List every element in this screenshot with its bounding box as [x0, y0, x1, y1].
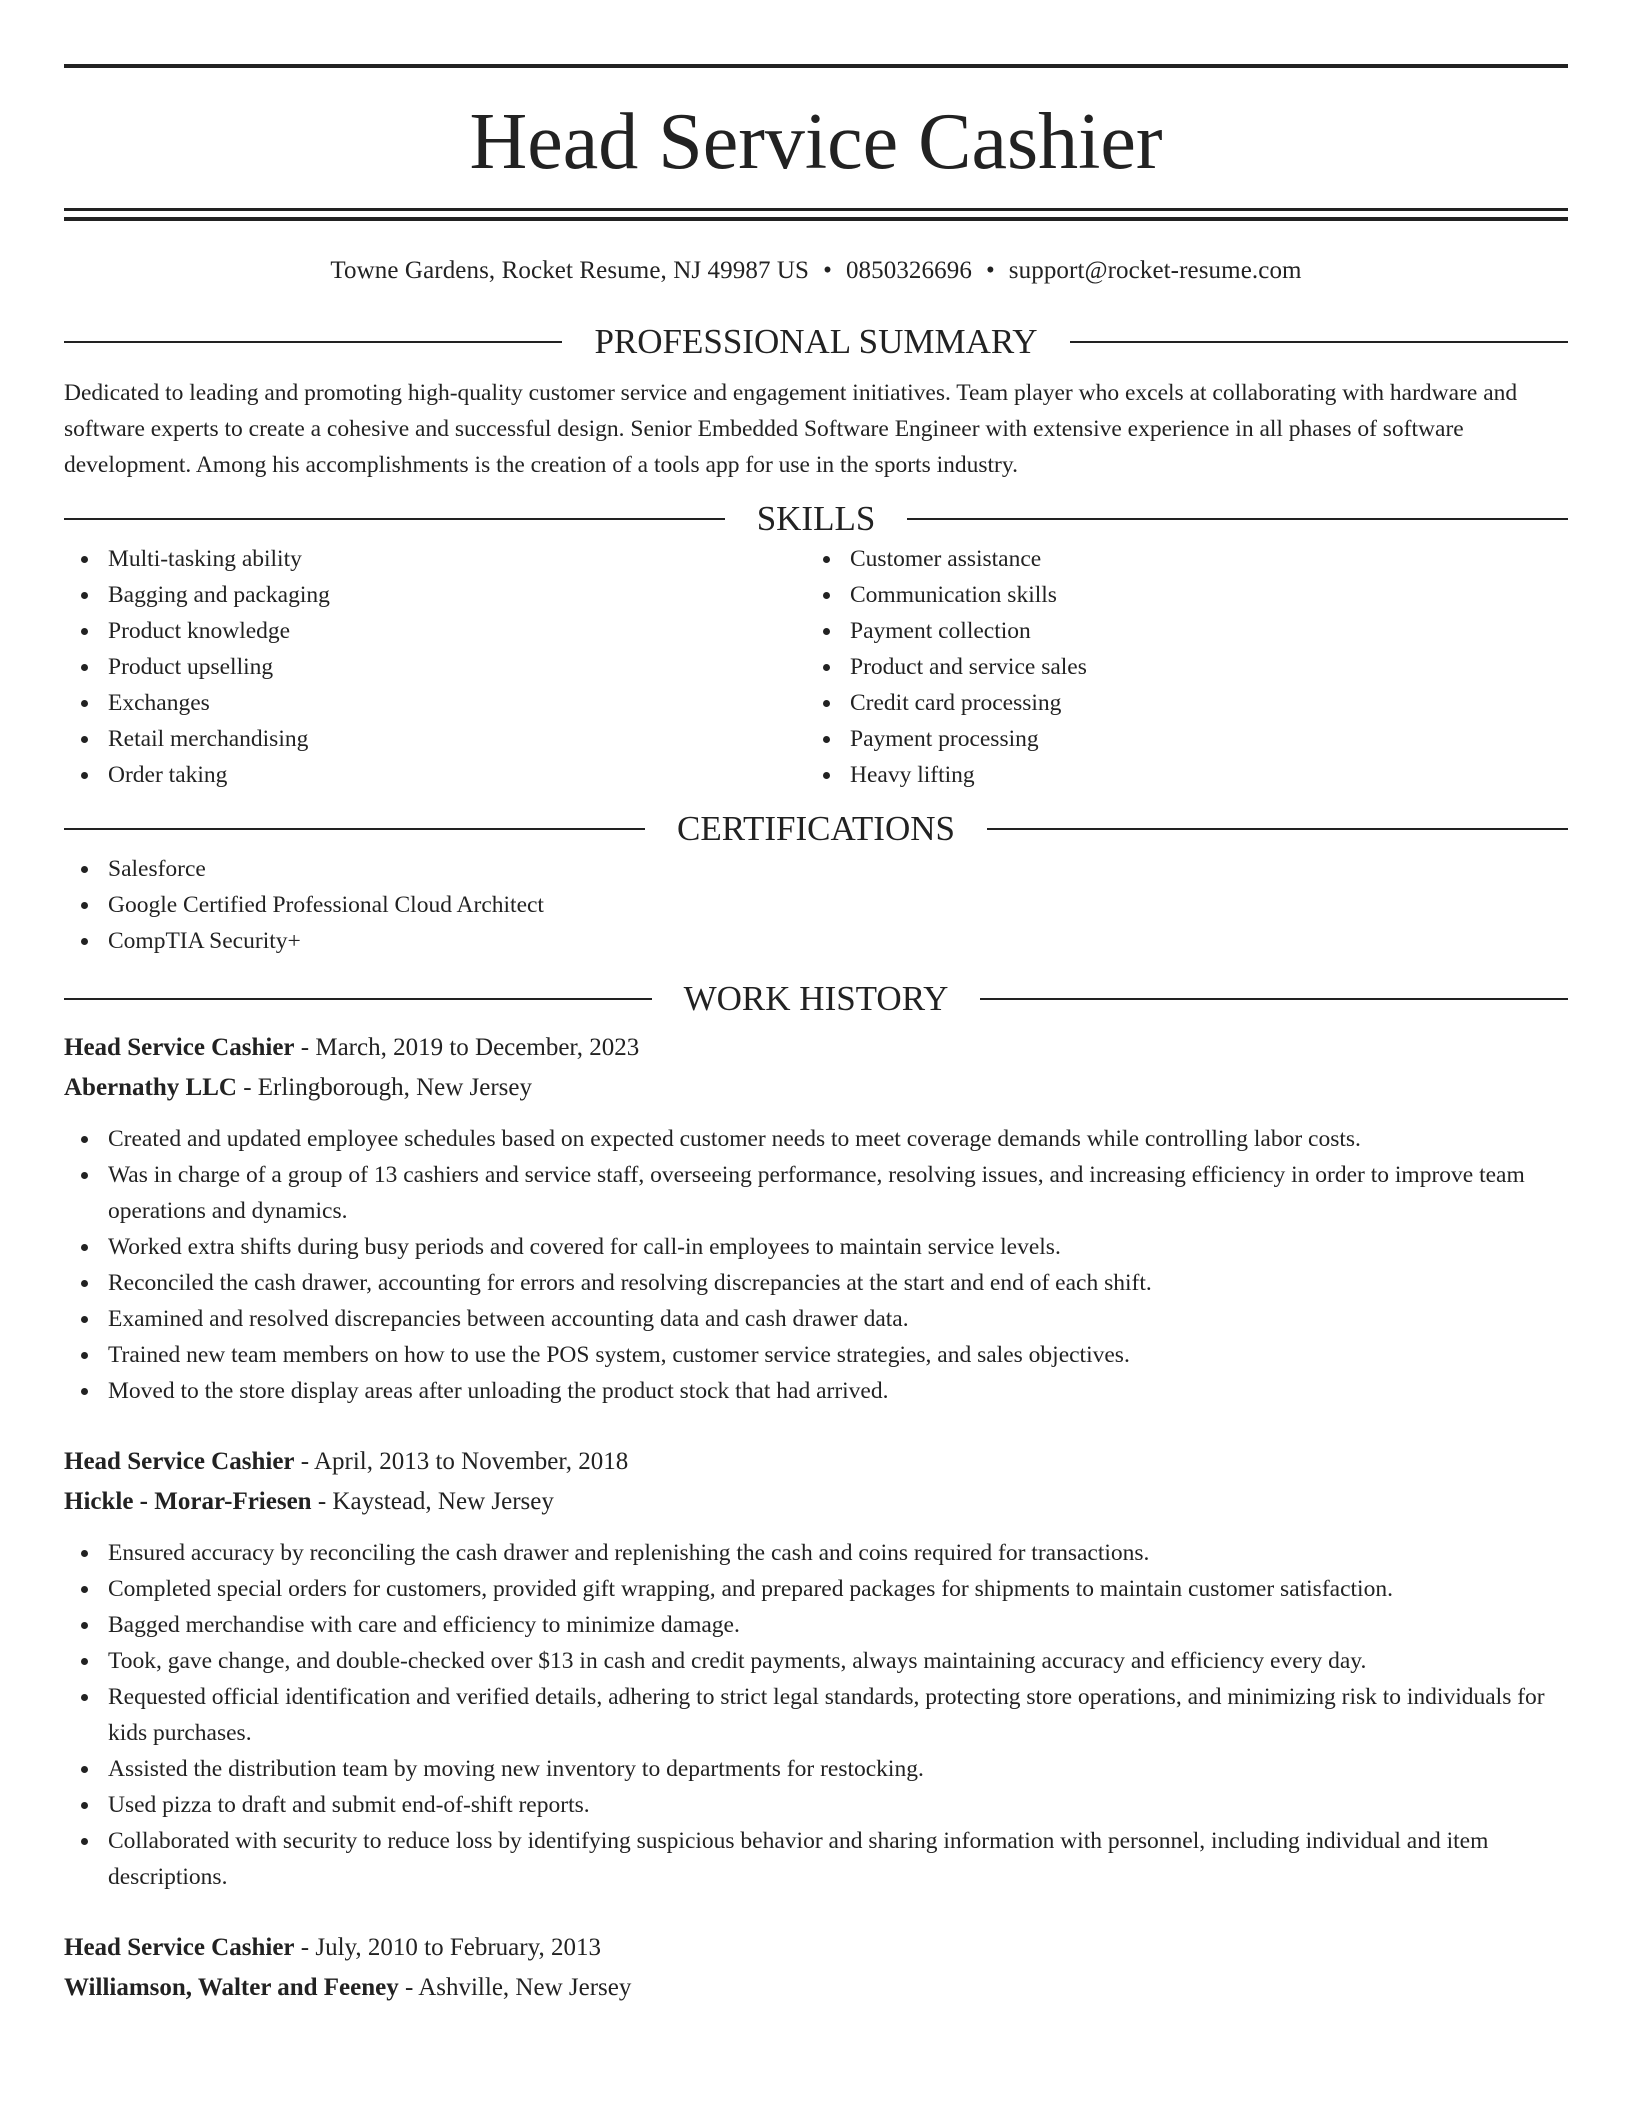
- job-dates: - April, 2013 to November, 2018: [294, 1448, 629, 1475]
- section-title: WORK HISTORY: [683, 979, 949, 1018]
- summary-text: Dedicated to leading and promoting high-quality customer service and engagement initiatives. Team player who excels at collaborating with hardware and software experts to create a cohesive and successful design. Senior Embedded Software Engineer with extensive experience in all phases of software development. Among his accomplishments is the creation of a tools app for use in the sports industry.: [64, 380, 1518, 478]
- skill-item: Credit card processing: [806, 685, 1548, 721]
- responsibility-item: Assisted the distribution team by moving new inventory to departments for restocking.: [64, 1751, 1568, 1787]
- skill-item: Heavy lifting: [806, 757, 1548, 793]
- section-heading-certifications: [64, 809, 1568, 849]
- job-title: Head Service Cashier: [64, 1934, 295, 1961]
- resume-title: Head Service Cashier: [469, 98, 1163, 186]
- certifications-list: [64, 851, 1568, 959]
- job-dates: - July, 2010 to February, 2013: [294, 1934, 601, 1961]
- work-history-list: [64, 1029, 1568, 2007]
- section-heading-skills: [64, 499, 1568, 539]
- job-company: Williamson, Walter and Feeney: [64, 1974, 399, 2001]
- contact-phone: 0850326696: [845, 257, 972, 284]
- certification-item: Google Certified Professional Cloud Architect: [64, 887, 1568, 923]
- responsibility-item: Bagged merchandise with care and efficiency to minimize damage.: [64, 1607, 1568, 1643]
- job-entry: [64, 1443, 1568, 1895]
- heading-rule: [907, 518, 1568, 520]
- heading-rule: [64, 518, 725, 520]
- contact-address: Towne Gardens, Rocket Resume, NJ 49987 US: [330, 257, 810, 284]
- section-heading-work: [64, 979, 1568, 1019]
- responsibility-item: Reconciled the cash drawer, accounting for errors and resolving discrepancies at the start and end of each shift.: [64, 1265, 1568, 1301]
- heading-rule: [64, 998, 652, 1000]
- responsibility-item: Trained new team members on how to use the POS system, customer service strategies, and sales objectives.: [64, 1337, 1568, 1373]
- heading-rule: [980, 998, 1568, 1000]
- job-title-line: [64, 1929, 1568, 1967]
- contact-separator: •: [985, 257, 995, 284]
- job-title-line: [64, 1443, 1568, 1481]
- responsibility-item: Examined and resolved discrepancies between accounting data and cash drawer data.: [64, 1301, 1568, 1337]
- responsibility-item: Moved to the store display areas after unloading the product stock that had arrived.: [64, 1373, 1568, 1409]
- job-company-line: [64, 1969, 1568, 2007]
- job-company-line: [64, 1069, 1568, 1107]
- contact-line: [64, 256, 1568, 286]
- section-title: CERTIFICATIONS: [677, 809, 955, 848]
- certification-item: CompTIA Security+: [64, 923, 1568, 959]
- job-entry: [64, 1029, 1568, 1409]
- skill-item: Retail merchandising: [64, 721, 806, 757]
- skills-list: [64, 541, 1568, 793]
- heading-rule: [64, 828, 645, 830]
- job-responsibilities: [64, 1535, 1568, 1895]
- heading-rule: [1070, 341, 1568, 343]
- skill-item: Bagging and packaging: [64, 577, 806, 613]
- job-company: Abernathy LLC: [64, 1074, 237, 1101]
- job-location: - Kaystead, New Jersey: [311, 1488, 554, 1515]
- contact-email: support@rocket-resume.com: [1008, 257, 1302, 284]
- responsibility-item: Was in charge of a group of 13 cashiers and service staff, overseeing performance, resolving issues, and increasing efficiency in order to improve team operations and dynamics.: [64, 1157, 1568, 1229]
- skill-item: Product and service sales: [806, 649, 1548, 685]
- skill-item: Customer assistance: [806, 541, 1548, 577]
- skills-column-left: [64, 541, 806, 793]
- job-title-line: [64, 1029, 1568, 1067]
- responsibility-item: Worked extra shifts during busy periods and covered for call-in employees to maintain service levels.: [64, 1229, 1568, 1265]
- skill-item: Payment processing: [806, 721, 1548, 757]
- resume-page: [64, 64, 1568, 2007]
- heading-rule: [64, 341, 562, 343]
- job-location: - Ashville, New Jersey: [398, 1974, 632, 2001]
- skill-item: Communication skills: [806, 577, 1548, 613]
- skill-item: Multi-tasking ability: [64, 541, 806, 577]
- heading-rule: [987, 828, 1568, 830]
- job-responsibilities: [64, 1121, 1568, 1409]
- section-title: PROFESSIONAL SUMMARY: [594, 322, 1038, 361]
- responsibility-item: Used pizza to draft and submit end-of-shift reports.: [64, 1787, 1568, 1823]
- skills-column-right: [806, 541, 1548, 793]
- skill-item: Order taking: [64, 757, 806, 793]
- responsibility-item: Ensured accuracy by reconciling the cash drawer and replenishing the cash and coins required for transactions.: [64, 1535, 1568, 1571]
- responsibility-item: Completed special orders for customers, provided gift wrapping, and prepared packages for shipments to maintain customer satisfaction.: [64, 1571, 1568, 1607]
- job-title: Head Service Cashier: [64, 1448, 295, 1475]
- skill-item: Exchanges: [64, 685, 806, 721]
- responsibility-item: Collaborated with security to reduce loss by identifying suspicious behavior and sharing information with personnel, including individual and item descriptions.: [64, 1823, 1568, 1895]
- skill-item: Product upselling: [64, 649, 806, 685]
- job-title: Head Service Cashier: [64, 1034, 295, 1061]
- skill-item: Product knowledge: [64, 613, 806, 649]
- job-location: - Erlingborough, New Jersey: [236, 1074, 533, 1101]
- certification-item: Salesforce: [64, 851, 1568, 887]
- section-title: SKILLS: [756, 499, 876, 538]
- responsibility-item: Took, gave change, and double-checked over $13 in cash and credit payments, always maintaining accuracy and efficiency every day.: [64, 1643, 1568, 1679]
- job-entry: [64, 1929, 1568, 2007]
- contact-separator: •: [823, 257, 832, 284]
- job-dates: - March, 2019 to December, 2023: [294, 1034, 640, 1061]
- responsibility-item: Requested official identification and verified details, adhering to strict legal standards, protecting store operations, and minimizing risk to individuals for kids purchases.: [64, 1679, 1568, 1751]
- responsibility-item: Created and updated employee schedules based on expected customer needs to meet coverage demands while controlling labor costs.: [64, 1121, 1568, 1157]
- job-company-line: [64, 1483, 1568, 1521]
- section-heading-summary: [64, 322, 1568, 362]
- skill-item: Payment collection: [806, 613, 1548, 649]
- job-company: Hickle - Morar-Friesen: [64, 1488, 312, 1515]
- title-double-rule: [64, 208, 1568, 221]
